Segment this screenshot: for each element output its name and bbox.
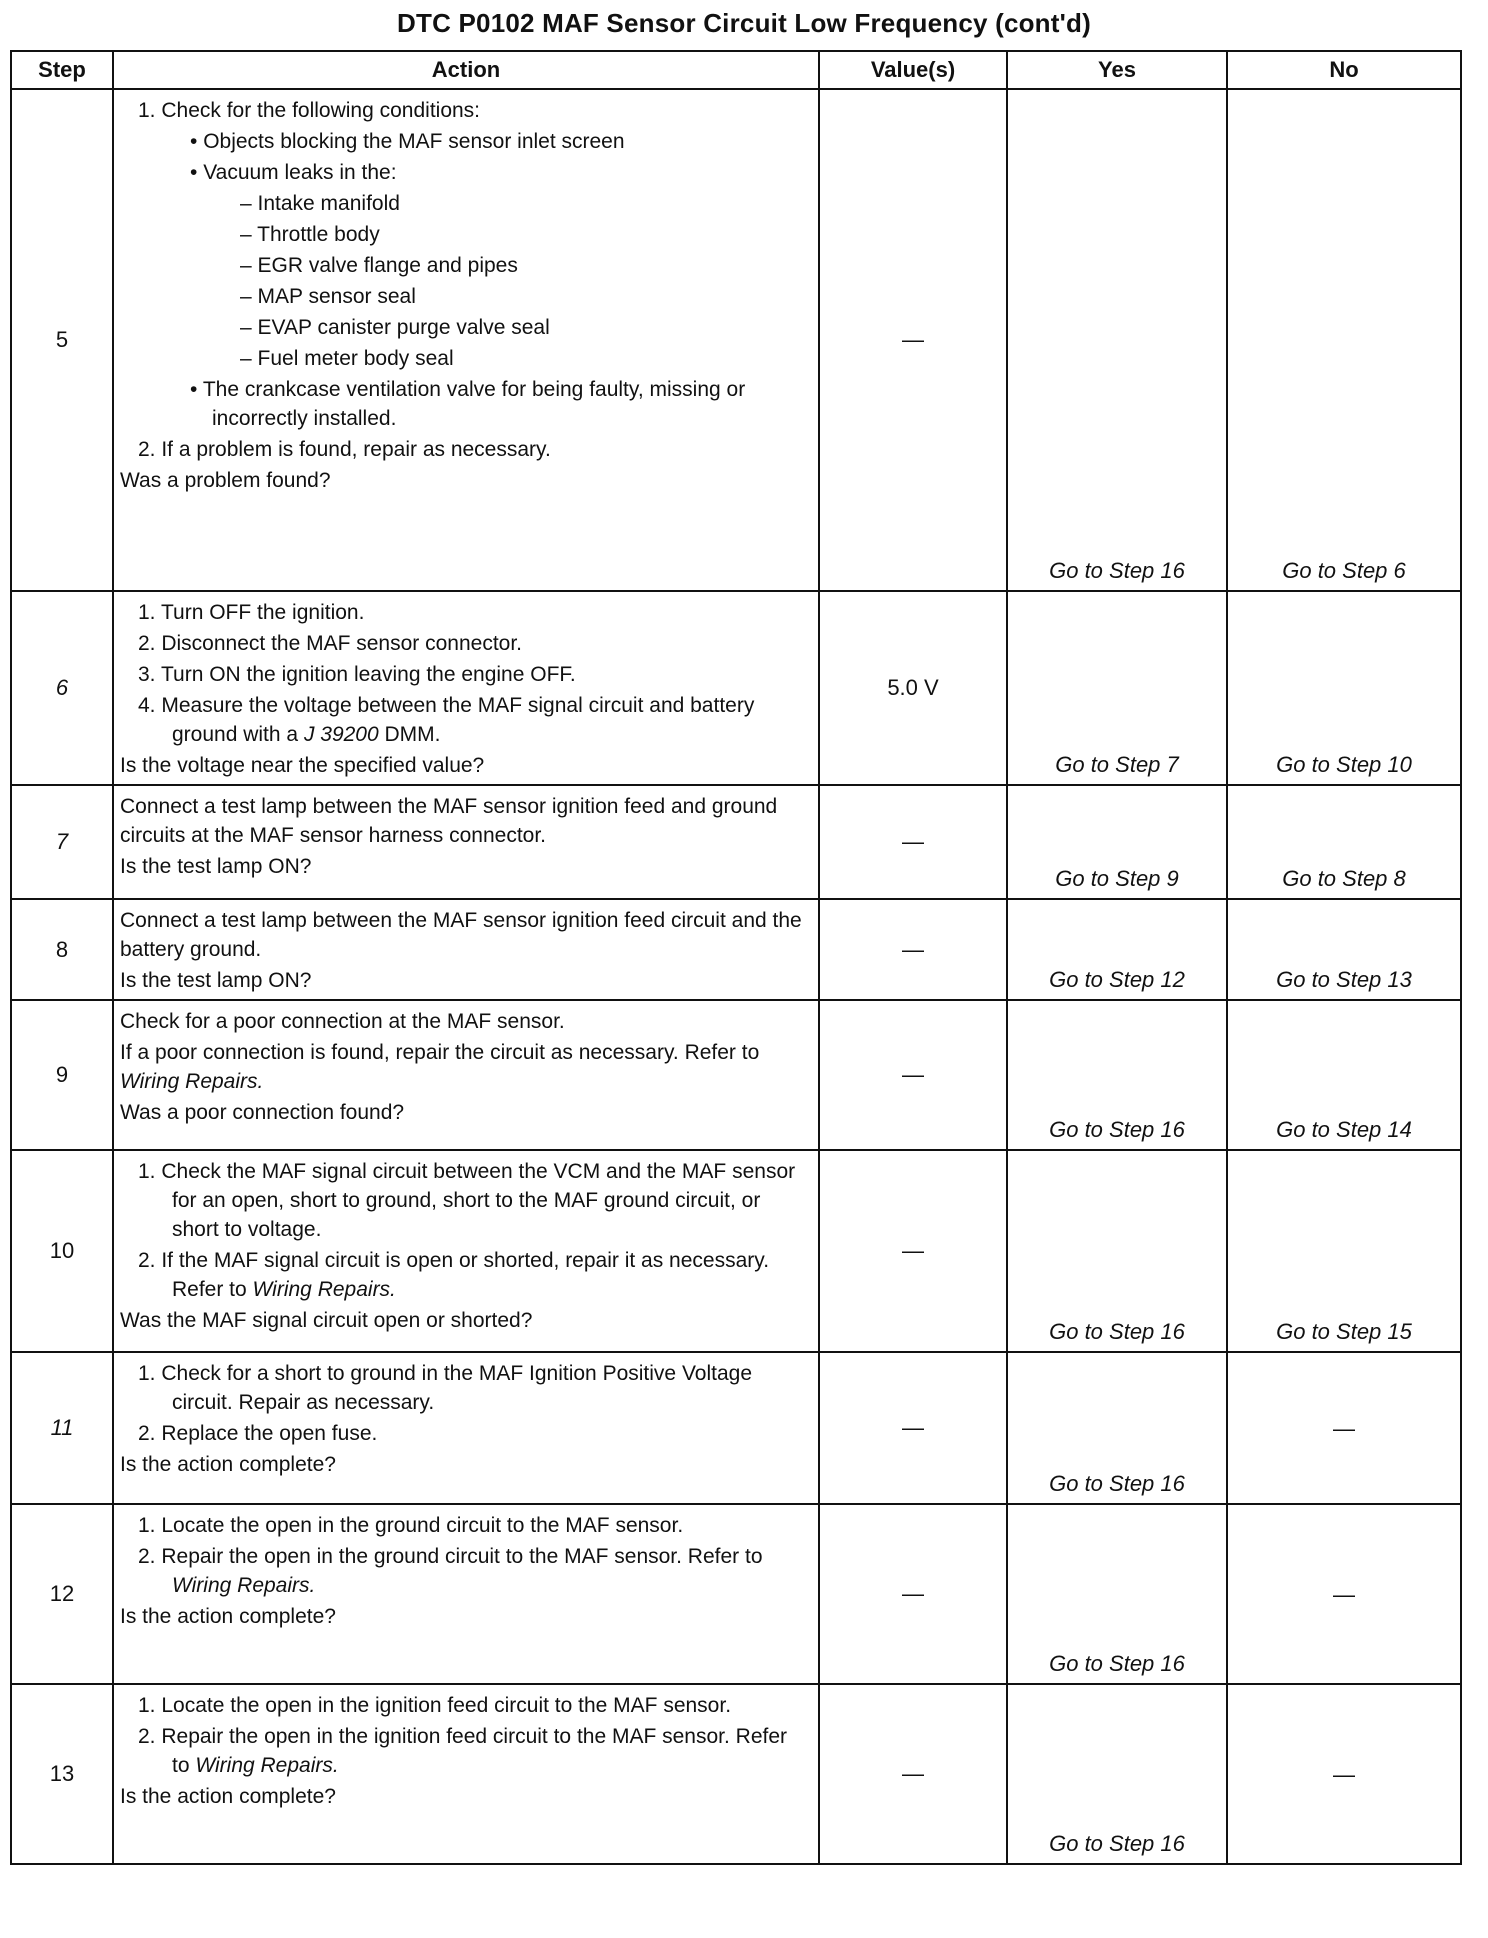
question: Is the voltage near the specified value?	[120, 754, 485, 777]
vacuum-leak-item: – EGR valve flange and pipes	[240, 254, 518, 277]
vacuum-leak-item: – Intake manifold	[240, 192, 400, 215]
yes-cell: Go to Step 16	[1007, 1000, 1227, 1150]
action-item: 1. Check for a short to ground in the MAF Ignition Positive Voltage circuit. Repair as necessary.	[138, 1362, 753, 1414]
action-cell	[113, 1150, 819, 1352]
vacuum-leak-item: – MAP sensor seal	[240, 285, 416, 308]
yes-cell: Go to Step 16	[1007, 1352, 1227, 1504]
diagnostic-table	[10, 50, 1462, 1865]
action-item: 2. Replace the open fuse.	[138, 1422, 378, 1445]
table-row	[11, 785, 1461, 899]
vacuum-leak-item: – Throttle body	[240, 223, 380, 246]
question: Is the action complete?	[120, 1453, 336, 1476]
table-row	[11, 1504, 1461, 1684]
table-row	[11, 89, 1461, 591]
step-number: 10	[11, 1150, 113, 1352]
question: Was the MAF signal circuit open or shorted?	[120, 1309, 533, 1332]
no-cell: Go to Step 8	[1227, 785, 1461, 899]
action-text: Connect a test lamp between the MAF sensor ignition feed circuit and the battery ground.	[120, 909, 802, 961]
action-cell	[113, 785, 819, 899]
action-item: 3. Turn ON the ignition leaving the engine OFF.	[138, 663, 576, 686]
action-text: If a poor connection is found, repair the circuit as necessary. Refer to Wiring Repairs.	[120, 1041, 760, 1093]
value-cell: —	[819, 1504, 1007, 1684]
step-number: 11	[11, 1352, 113, 1504]
question: Was a poor connection found?	[120, 1101, 405, 1124]
action-item: 1. Check the MAF signal circuit between the VCM and the MAF sensor for an open, short to ground, short to the MAF ground circuit, or short to voltage.	[138, 1160, 796, 1241]
action-text: Connect a test lamp between the MAF sensor ignition feed and ground circuits at the MAF sensor harness connector.	[120, 795, 778, 847]
condition-item: • Objects blocking the MAF sensor inlet screen	[190, 130, 625, 153]
step-number: 8	[11, 899, 113, 1000]
action-cell	[113, 899, 819, 1000]
step-number: 7	[11, 785, 113, 899]
wiring-repairs-reference: Wiring Repairs.	[120, 1070, 264, 1093]
header-no: No	[1227, 51, 1461, 89]
table-row	[11, 1684, 1461, 1864]
action-text: Check for a poor connection at the MAF sensor.	[120, 1010, 565, 1033]
step-number: 6	[11, 591, 113, 785]
yes-cell: Go to Step 7	[1007, 591, 1227, 785]
action-item: 1. Locate the open in the ignition feed circuit to the MAF sensor.	[138, 1694, 732, 1717]
wiring-repairs-reference: Wiring Repairs.	[195, 1754, 339, 1777]
action-cell	[113, 591, 819, 785]
action-cell	[113, 1504, 819, 1684]
table-row	[11, 1352, 1461, 1504]
page-title: DTC P0102 MAF Sensor Circuit Low Frequency (cont'd)	[397, 8, 1091, 38]
question: Is the test lamp ON?	[120, 969, 312, 992]
yes-cell: Go to Step 16	[1007, 1504, 1227, 1684]
action-cell	[113, 89, 819, 591]
vacuum-leak-item: – Fuel meter body seal	[240, 347, 454, 370]
header-action: Action	[113, 51, 819, 89]
step-number: 9	[11, 1000, 113, 1150]
question: Was a problem found?	[120, 469, 331, 492]
action-item: 2. Disconnect the MAF sensor connector.	[138, 632, 523, 655]
action-item: 1. Locate the open in the ground circuit to the MAF sensor.	[138, 1514, 684, 1537]
yes-cell: Go to Step 16	[1007, 1150, 1227, 1352]
action-item: 2. Repair the open in the ignition feed circuit to the MAF sensor. Refer to Wiring Repairs.	[138, 1725, 788, 1777]
value-cell: 5.0 V	[819, 591, 1007, 785]
no-cell: —	[1227, 1684, 1461, 1864]
wiring-repairs-reference: Wiring Repairs.	[172, 1574, 316, 1597]
action-cell	[113, 1684, 819, 1864]
value-cell: —	[819, 1352, 1007, 1504]
tool-reference: J 39200	[303, 723, 379, 746]
value-cell: —	[819, 1000, 1007, 1150]
question: Is the action complete?	[120, 1605, 336, 1628]
no-cell: Go to Step 6	[1227, 89, 1461, 591]
header-yes: Yes	[1007, 51, 1227, 89]
wiring-repairs-reference: Wiring Repairs.	[252, 1278, 396, 1301]
header-values: Value(s)	[819, 51, 1007, 89]
yes-cell: Go to Step 16	[1007, 1684, 1227, 1864]
step-number: 12	[11, 1504, 113, 1684]
no-cell: Go to Step 13	[1227, 899, 1461, 1000]
yes-cell: Go to Step 12	[1007, 899, 1227, 1000]
no-cell: Go to Step 15	[1227, 1150, 1461, 1352]
yes-cell: Go to Step 16	[1007, 89, 1227, 591]
action-item: 2. If a problem is found, repair as necessary.	[138, 438, 551, 461]
action-item: 4. Measure the voltage between the MAF signal circuit and battery ground with a J 39200 DMM.	[138, 694, 755, 746]
table-row	[11, 1000, 1461, 1150]
condition-item: • The crankcase ventilation valve for being faulty, missing or incorrectly installed.	[190, 378, 746, 430]
no-cell: Go to Step 14	[1227, 1000, 1461, 1150]
value-cell: —	[819, 785, 1007, 899]
yes-cell: Go to Step 9	[1007, 785, 1227, 899]
value-cell: —	[819, 899, 1007, 1000]
step-number: 13	[11, 1684, 113, 1864]
vacuum-leak-item: – EVAP canister purge valve seal	[240, 316, 550, 339]
value-cell: —	[819, 1684, 1007, 1864]
action-item: 1. Check for the following conditions:	[138, 99, 481, 122]
action-cell	[113, 1352, 819, 1504]
action-item: 2. Repair the open in the ground circuit to the MAF sensor. Refer to Wiring Repairs.	[138, 1545, 763, 1597]
no-cell: Go to Step 10	[1227, 591, 1461, 785]
value-cell: —	[819, 89, 1007, 591]
action-item: 2. If the MAF signal circuit is open or shorted, repair it as necessary. Refer to Wiring Repairs.	[138, 1249, 770, 1301]
question: Is the test lamp ON?	[120, 855, 312, 878]
header-row	[11, 51, 1461, 89]
action-item: 1. Turn OFF the ignition.	[138, 601, 365, 624]
step-number: 5	[11, 89, 113, 591]
table-row	[11, 591, 1461, 785]
table-row	[11, 899, 1461, 1000]
header-step: Step	[11, 51, 113, 89]
condition-item: • Vacuum leaks in the:	[190, 161, 397, 184]
no-cell: —	[1227, 1352, 1461, 1504]
value-cell: —	[819, 1150, 1007, 1352]
question: Is the action complete?	[120, 1785, 336, 1808]
table-row	[11, 1150, 1461, 1352]
no-cell: —	[1227, 1504, 1461, 1684]
action-cell	[113, 1000, 819, 1150]
